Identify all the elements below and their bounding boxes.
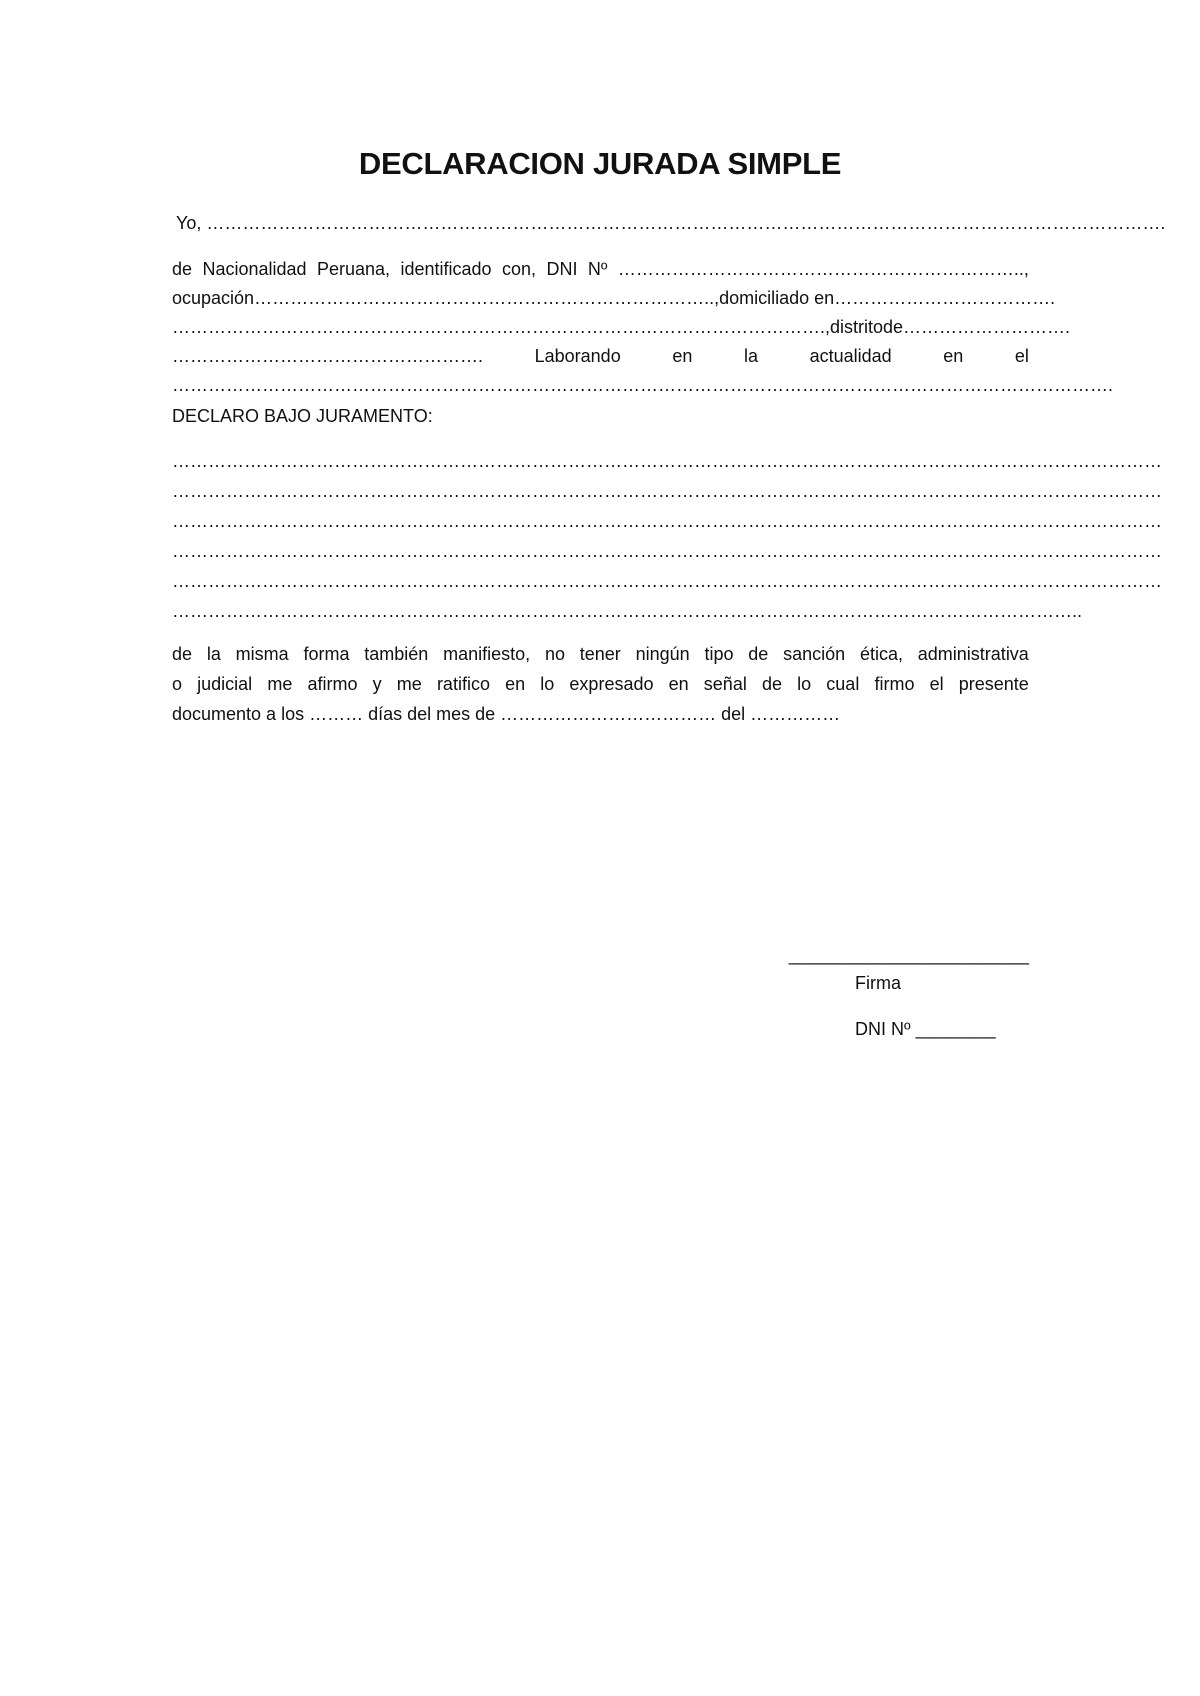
word: ratifico bbox=[436, 674, 490, 694]
word: me bbox=[396, 674, 422, 694]
word: actualidad bbox=[809, 346, 892, 366]
word: administrativa bbox=[917, 644, 1029, 664]
word: tipo bbox=[704, 644, 734, 664]
word: tener bbox=[579, 644, 621, 664]
document-title: DECLARACION JURADA SIMPLE bbox=[358, 146, 842, 181]
declaration-blank-line: ………………………………………………………………………………………………………………………………………………… bbox=[172, 541, 1162, 561]
word: Nacionalidad bbox=[202, 259, 307, 279]
statement-line-2 bbox=[172, 673, 1029, 695]
word: de bbox=[748, 644, 769, 664]
word: DNI bbox=[546, 259, 578, 279]
word: y bbox=[372, 674, 382, 694]
firma-label: Firma bbox=[855, 973, 901, 993]
signature-dni-label: DNI Nº ________ bbox=[855, 1019, 996, 1039]
word: el bbox=[929, 674, 944, 694]
word: lo bbox=[540, 674, 555, 694]
address-continued-blank: ………………………………………………………………………………………………., bbox=[172, 317, 831, 337]
word: presente bbox=[958, 674, 1029, 694]
word: Laborando bbox=[534, 346, 621, 366]
word: misma bbox=[235, 644, 289, 664]
declaration-blank-line: ………………………………………………………………………………………………………………………………………………… bbox=[172, 511, 1162, 531]
district-blank: de………………………. bbox=[883, 317, 1071, 337]
declaration-blank-line: …………………………………………………………………………………………………………………………………….. bbox=[172, 601, 1083, 621]
word: Nº bbox=[587, 259, 608, 279]
word: distrito bbox=[830, 317, 884, 337]
workplace-blank: …………………………………………………………………………………………………………………………………………. bbox=[172, 375, 1114, 395]
word: también bbox=[364, 644, 429, 664]
working-line bbox=[172, 345, 1029, 367]
word: señal bbox=[703, 674, 747, 694]
word: lo bbox=[797, 674, 812, 694]
occupation-blank: ocupación………………………………………………………………….., bbox=[172, 288, 720, 308]
word: en bbox=[668, 674, 689, 694]
word: cual bbox=[826, 674, 860, 694]
word: de bbox=[172, 259, 193, 279]
word: de bbox=[761, 674, 782, 694]
word: con, bbox=[502, 259, 537, 279]
word: la bbox=[743, 346, 758, 366]
word: identificado bbox=[400, 259, 492, 279]
word: afirmo bbox=[307, 674, 358, 694]
date-line: documento a los ……… días del mes de ……………………………… del …………… bbox=[172, 704, 841, 724]
word: no bbox=[544, 644, 565, 664]
word: expresado bbox=[569, 674, 654, 694]
district-line bbox=[172, 316, 1071, 338]
district-continued-blank: ……………………………………………. bbox=[172, 346, 484, 366]
statement-line-1 bbox=[172, 643, 1029, 665]
word: Peruana, bbox=[316, 259, 391, 279]
word: sanción bbox=[783, 644, 846, 664]
word: de bbox=[172, 644, 193, 664]
word: ningún bbox=[635, 644, 690, 664]
word: o bbox=[172, 674, 183, 694]
word: en bbox=[943, 346, 964, 366]
word: en bbox=[672, 346, 693, 366]
declaration-blank-line: ………………………………………………………………………………………………………………………………………………… bbox=[172, 571, 1162, 591]
address-blank: domiciliado en………………………………. bbox=[719, 288, 1056, 308]
word: me bbox=[267, 674, 293, 694]
word: manifiesto, bbox=[443, 644, 531, 664]
dni-blank: ………………………………………………………….., bbox=[617, 259, 1029, 279]
word: el bbox=[1014, 346, 1029, 366]
word: en bbox=[505, 674, 526, 694]
word: ética, bbox=[859, 644, 903, 664]
word: la bbox=[206, 644, 221, 664]
word: judicial bbox=[197, 674, 253, 694]
occupation-line bbox=[172, 287, 1056, 309]
signature-line: ________________________ bbox=[788, 945, 1029, 965]
declaro-heading: DECLARO BAJO JURAMENTO: bbox=[172, 406, 433, 426]
declaration-blank-line: ………………………………………………………………………………………………………………………………………………… bbox=[172, 451, 1162, 471]
word: firmo bbox=[874, 674, 915, 694]
word: forma bbox=[303, 644, 350, 664]
nationality-line bbox=[172, 258, 1029, 280]
declaration-blank-line: ………………………………………………………………………………………………………………………………………………… bbox=[172, 481, 1162, 501]
yo-line: Yo, ……………………………………………………………………………………………………………………………………………. bbox=[176, 213, 1166, 233]
